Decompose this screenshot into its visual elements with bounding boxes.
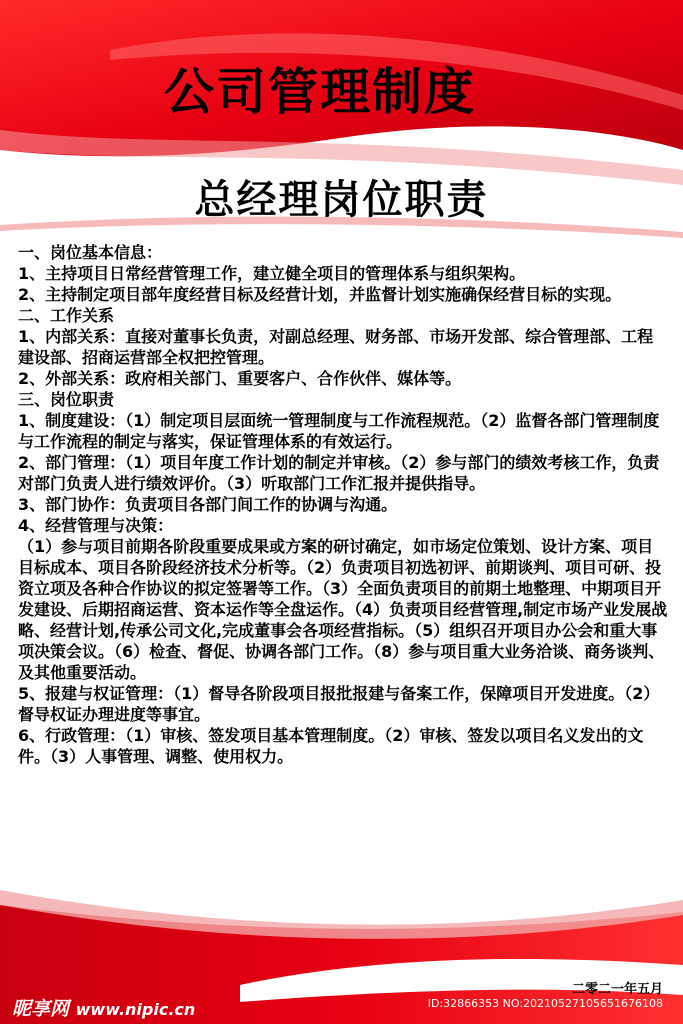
logo-url: www.nipic.cn bbox=[75, 1000, 196, 1019]
section-heading: 二、工作关系 bbox=[18, 306, 115, 325]
logo-text: 昵享网 bbox=[12, 998, 70, 1020]
section-heading: 一、岗位基本信息： bbox=[18, 243, 163, 262]
paragraph: 2、外部关系：政府相关部门、重要客户、合作伙伴、媒体等。 bbox=[18, 369, 462, 388]
duties-content bbox=[18, 242, 668, 767]
company-title: 公司管理制度 bbox=[164, 63, 476, 121]
section-heading: 三、岗位职责 bbox=[18, 390, 115, 409]
paragraph: 4、经营管理与决策： bbox=[18, 516, 174, 535]
paragraph: 6、行政管理：（1）审核、签发项目基本管理制度。（2）审核、签发以项目名义发出的文件。（3）人事管理、调整、使用权力。 bbox=[18, 726, 644, 766]
site-logo bbox=[12, 994, 195, 1021]
paragraph: 1、内部关系：直接对董事长负责，对副总经理、财务部、市场开发部、综合管理部、工程建设部、招商运营部全权把控管理。 bbox=[18, 327, 654, 367]
paragraph: 3、部门协作：负责项目各部门间工作的协调与沟通。 bbox=[18, 495, 398, 514]
paragraph: 1、制度建设：（1）制定项目层面统一管理制度与工作流程规范。（2）监督各部门管理制度与工作流程的制定与落实，保证管理体系的有效运行。 bbox=[18, 411, 660, 451]
paragraph: 2、主持制定项目部年度经营目标及经营计划，并监督计划实施确保经营目标的实现。 bbox=[18, 285, 622, 304]
paragraph: 2、部门管理：（1）项目年度工作计划的制定并审核。（2）参与部门的绩效考核工作，负责对部门负责人进行绩效评价。（3）听取部门工作汇报并提供指导。 bbox=[18, 453, 660, 493]
issue-date: 二零二一年五月 bbox=[571, 982, 663, 997]
paragraph: 1、主持项目日常经营管理工作，建立健全项目的管理体系与组织架构。 bbox=[18, 264, 526, 283]
paragraph: （1）参与项目前期各阶段重要成果或方案的研讨确定，如市场定位策划、设计方案、项目目标成本、项目各阶段经济技术分析等。（2）负责项目初选初评、前期谈判、项目可研、投资立项及各种合作协议的拟定签署等工作。（3）全面负责项目的前期土地整理、中期项目开发建设、后期招商运营、资本运作等全盘运作。（4）负责项目经营管理,制定市场产业发展战略、经营计划,传承公司文化,完成董事会各项经营指标。（5）组织召开项目办公会和重大事项决策会议。（6）检查、督促、协调各部门工作。（8）参与项目重大业务洽谈、商务谈判、及其他重要活动。 bbox=[18, 537, 668, 682]
document-title: 总经理岗位职责 bbox=[194, 177, 489, 223]
watermark-id: ID:32866353 NO:20210527105651676108 bbox=[427, 997, 663, 1010]
paragraph: 5、报建与权证管理：（1）督导各阶段项目报批报建与备案工作，保障项目开发进度。（2）督导权证办理进度等事宜。 bbox=[18, 684, 660, 724]
